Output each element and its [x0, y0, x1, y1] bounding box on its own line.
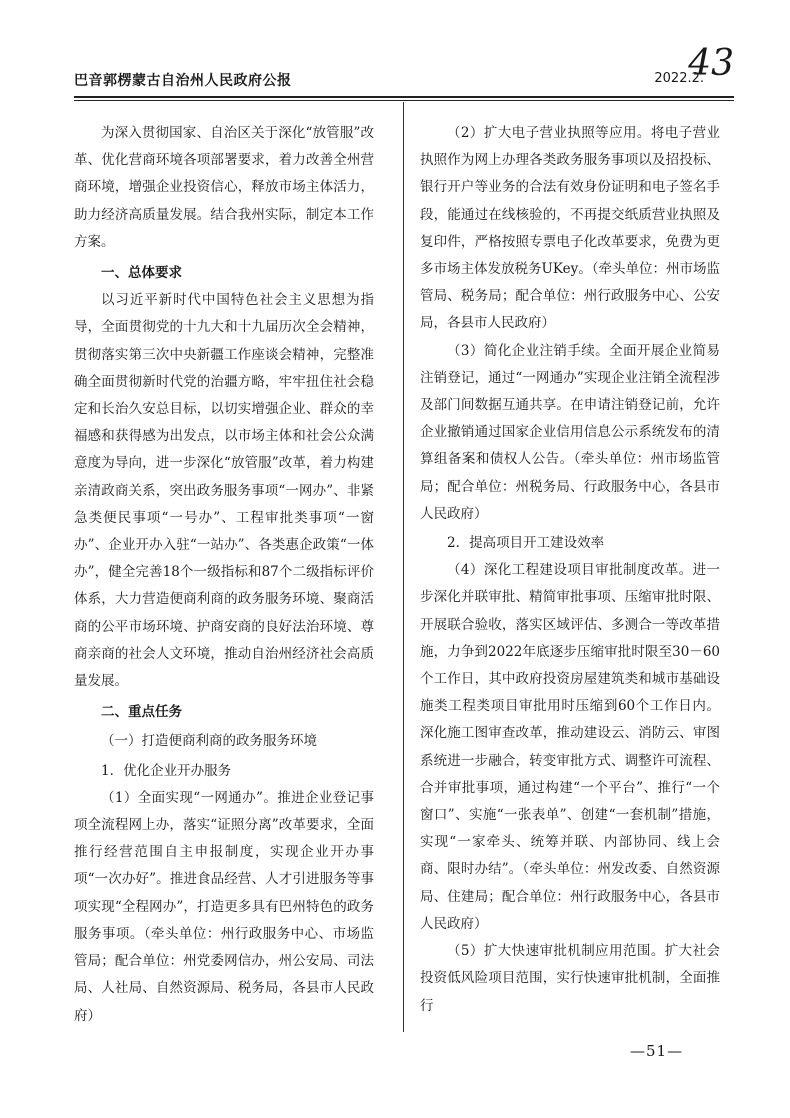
header-rule-thick	[74, 96, 734, 98]
paragraph: （1）全面实现“一网通办”。推进企业登记事项全流程网上办，落实“证照分离”改革要求，全面推行经营范围自主申报制度，实现企业开办事项“一次办好”。推进食品经营、人才引进服务等事项实现“全程网办”，打造更多具有巴州特色的政务服务事项。（牵头单位：州行政服务中心、市场监管局；配合单位：州党委网信办，州公安局、司法局、人社局、自然资源局、税务局，各县市人民政府）	[74, 789, 374, 1024]
page-header	[74, 43, 734, 94]
paragraph: （4）深化工程建设项目审批制度改革。进一步深化并联审批、精简审批事项、压缩审批时限、开展联合验收，落实区域评估、多测合一等改革措施，力争到2022年底逐步压缩审批时限至30－60个工作日，其中政府投资房屋建筑类和城市基础设施类工程类项目审批用时压缩到60个工作日内。深化施工图审查改革，推动建设云、消防云、审图系统进一步融合，转变审批方式、调整许可流程、合并审批事项，通过构建“一个平台”、推行“一个窗口”、实施“一张表单”、创建“一套机制”措施，实现“一家牵头、统筹并联、内部协同、线上会商、限时办结”。（牵头单位：州发改委、自然资源局、住建局；配合单位：州行政服务中心，各县市人民政府）	[420, 562, 720, 932]
issue-date: 2022.2.	[654, 71, 704, 86]
paragraph: （2）扩大电子营业执照等应用。将电子营业执照作为网上办理各类政务服务事项以及招投标、银行开户等业务的合法有效身份证明和电子签名手段，能通过在线核验的，不再提交纸质营业执照及复印件，严格按照专票电子化改革要求，免费为更多市场主体发放税务UKey。（牵头单位：州市场监管局、税务局；配合单位：州行政服务中心、公安局，各县市人民政府）	[420, 125, 720, 332]
issue-number: 43	[688, 43, 734, 84]
paragraph: （5）扩大快速审批机制应用范围。扩大社会投资低风险项目范围，实行快速审批机制，全面推行	[420, 943, 720, 1014]
left-column	[74, 120, 374, 1030]
paragraph: 为深入贯彻国家、自治区关于深化“放管服”改革、优化营商环境各项部署要求，着力改善全州营商环境，增强企业投资信心，释放市场主体活力，助力经济高质量发展。结合我州实际，制定本工作方案。	[74, 125, 374, 250]
paragraph: 以习近平新时代中国特色社会主义思想为指导，全面贯彻党的十九大和十九届历次全会精神，贯彻落实第三次中央新疆工作座谈会精神，完整准确全面贯彻新时代党的治疆方略，牢牢扭住社会稳定和长治久安总目标，以切实增强企业、群众的幸福感和获得感为出发点，以市场主体和社会公众满意度为导向，进一步深化“放管服”改革，着力构建亲清政商关系，突出政务服务事项“一网办”、非紧急类便民事项“一号办”、工程审批类事项“一窗办”、企业开办入驻“一站办”、各类惠企政策“一体办”，健全完善18个一级指标和87个二级指标评价体系，大力营造便商利商的政务服务环境、聚商活商的公平市场环境、护商安商的良好法治环境、尊商亲商的社会人文环境，推动自治州经济社会高质量发展。	[74, 292, 374, 690]
subsection-heading: 2．提高项目开工建设效率	[447, 535, 605, 552]
section-heading: 一、总体要求	[101, 265, 182, 282]
paragraph: （3）简化企业注销手续。全面开展企业简易注销登记，通过“一网通办”实现企业注销全流程涉及部门间数据互通共享。在申请注销登记前，允许企业撤销通过国家企业信用信息公示系统发布的清算组备案和债权人公告。（牵头单位：州市场监管局；配合单位：州税务局、行政服务中心，各县市人民政府）	[420, 342, 720, 522]
subsection-heading: （一）打造便商利商的政务服务环境	[101, 733, 317, 750]
column-divider	[403, 102, 404, 1032]
section-heading: 二、重点任务	[101, 704, 182, 721]
subsection-heading: 1．优化企业开办服务	[101, 762, 232, 779]
header-rule-thin	[74, 100, 734, 101]
right-column	[420, 120, 720, 1020]
publication-title: 巴音郭楞蒙古自治州人民政府公报	[74, 73, 292, 89]
page-number: —51—	[630, 1042, 684, 1060]
